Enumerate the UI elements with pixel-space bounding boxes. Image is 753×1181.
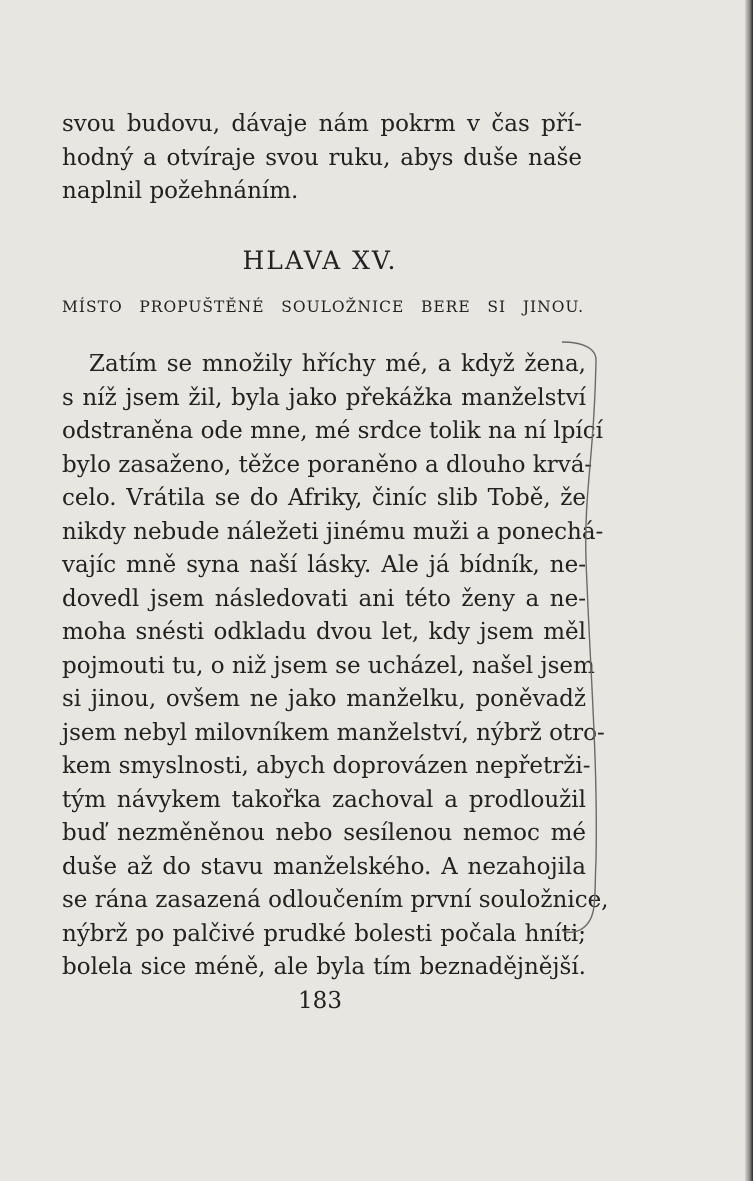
body-line: dovedl jsem následovati ani této ženy a ne-	[62, 585, 586, 612]
intro-line: naplnil požehnáním.	[62, 178, 299, 204]
body-line: nýbrž po palčivé prudké bolesti počala hníti;	[62, 920, 586, 947]
body-line: celo. Vrátila se do Afriky, činíc slib Tobě, že	[62, 485, 586, 511]
body-line: Zatím se množily hříchy mé, a když žena,	[89, 351, 586, 377]
page-edge-shadow	[745, 0, 753, 1181]
body-line: si jinou, ovšem ne jako manželku, poněvadž	[62, 686, 586, 712]
body-line: pojmouti tu, o niž jsem se ucházel, našel jsem	[62, 652, 595, 679]
intro-line: hodný a otvíraje svou ruku, abys duše naše	[62, 144, 582, 171]
body-line: jsem nebyl milovníkem manželství, nýbrž otro-	[62, 719, 605, 746]
body-line: bylo zasaženo, těžce poraněno a dlouho krvá-	[62, 451, 593, 478]
body-line: moha snésti odkladu dvou let, kdy jsem měl	[62, 619, 586, 645]
body-line: duše až do stavu manželského. A nezahojila	[62, 853, 586, 880]
body-line: odstraněna ode mne, mé srdce tolik na ní lpící	[62, 418, 604, 444]
pencil-margin-bracket-icon	[560, 340, 608, 940]
intro-paragraph	[62, 108, 582, 209]
body-line: kem smyslnosti, abych doprovázen nepřetrži-	[62, 753, 591, 779]
body-line: nikdy nebude náležeti jinému muži a ponechá-	[62, 518, 604, 545]
chapter-title: HLAVA XV.	[242, 246, 398, 275]
body-line: bolela sice méně, ale byla tím beznadějnější.	[62, 954, 586, 980]
chapter-subtitle: MÍSTO PROPUŠTĚNÉ SOULOŽNICE BERE SI JINOU.	[62, 298, 584, 316]
body-paragraph	[62, 348, 609, 985]
body-line: s níž jsem žil, byla jako překážka manželství	[62, 384, 586, 411]
intro-line: svou budovu, dávaje nám pokrm v čas pří-	[62, 111, 582, 137]
body-line: vajíc mně syna naší lásky. Ale já bídník, ne-	[62, 552, 586, 578]
body-line: tým návykem takořka zachoval a prodloužil	[62, 786, 586, 813]
body-line: buď nezměněnou nebo sesílenou nemoc mé	[62, 820, 586, 846]
page-number: 183	[298, 988, 342, 1014]
body-line: se rána zasazená odloučením první souložnice,	[62, 887, 609, 913]
